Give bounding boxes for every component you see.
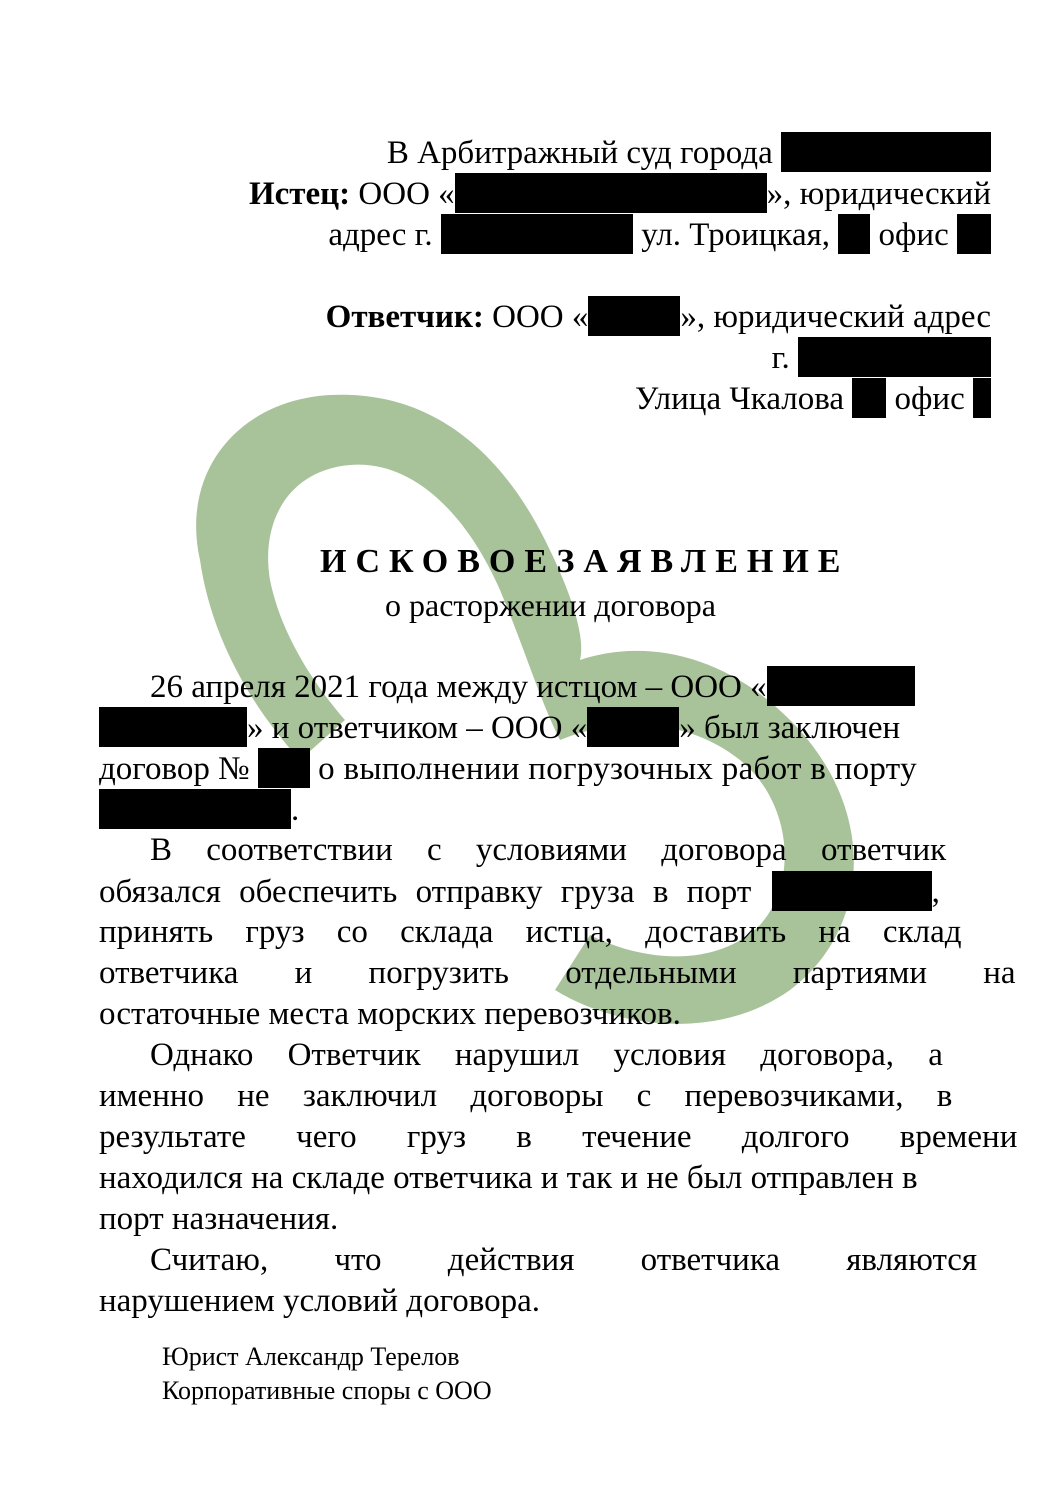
defendant-line	[326, 296, 991, 337]
defendant-office: офис	[894, 381, 965, 417]
p1-line1-text: 26 апреля 2021 года между истцом – ООО «	[150, 669, 767, 705]
document-title: ИСКОВОЕЗАЯВЛЕНИЕ	[320, 543, 850, 580]
defendant-city-line	[772, 337, 991, 378]
p1-line2-text-a: » и ответчиком – ООО «	[247, 710, 588, 746]
p1-line3-text-b: о выполнении погрузочных работ в порту	[318, 751, 917, 787]
plaintiff-tail: », юридический	[766, 176, 991, 212]
redaction-p1-defendant	[587, 707, 679, 747]
redaction-city	[781, 132, 991, 172]
p1-line2-text-b: » был заключен	[679, 710, 901, 746]
defendant-city: г.	[771, 340, 790, 376]
p2-line2-comma: ,	[931, 874, 940, 910]
p2-line5: остаточные места морских перевозчиков.	[99, 996, 681, 1032]
p4-line2: нарушением условий договора.	[99, 1283, 541, 1319]
plaintiff-address-line	[328, 214, 991, 255]
defendant-tail: », юридический адрес	[680, 299, 991, 335]
signature-line1: Юрист Александр Терелов	[162, 1342, 460, 1371]
p1-line3	[99, 748, 917, 790]
p1-line4	[99, 789, 299, 831]
p2-line1: В соответствии с условиями договора ответчик	[150, 832, 947, 868]
redaction-port-2	[772, 871, 932, 911]
plaintiff-label: Истец:	[248, 176, 351, 212]
redaction-plaintiff-house	[838, 214, 870, 254]
p1-line2-group	[99, 707, 900, 749]
defendant-label: Ответчик:	[325, 299, 484, 335]
p2-line3: принять груз со склада истца, доставить на склад	[99, 914, 962, 950]
defendant-street: Улица Чкалова	[635, 381, 845, 417]
p1-line4-text: .	[291, 792, 300, 828]
plaintiff-office: офис	[878, 217, 949, 253]
defendant-ooo: ООО «	[492, 299, 589, 335]
redaction-contract-number	[258, 748, 310, 788]
p2-line4: ответчика и погрузить отдельными партиями на	[99, 955, 1016, 991]
redaction-port	[99, 789, 291, 829]
redaction-defendant-city	[798, 337, 991, 377]
p2-line2	[99, 871, 940, 913]
p3-line4: находился на складе ответчика и так и не был отправлен в	[99, 1160, 918, 1196]
plaintiff-street: ул. Троицкая,	[641, 217, 831, 253]
defendant-street-line	[635, 378, 991, 419]
plaintiff-line	[249, 173, 991, 214]
redaction-p1-plaintiff-cont	[99, 707, 247, 747]
p2-line2-text: обязался обеспечить отправку груза в порт	[99, 874, 752, 910]
plaintiff-addr-prefix: адрес г.	[328, 217, 433, 253]
redaction-plaintiff-office	[957, 214, 991, 254]
p3-line3: результате чего груз в течение долгого времени	[99, 1119, 1018, 1155]
document-subtitle: о расторжении договора	[385, 587, 716, 623]
p1-line1	[150, 666, 915, 708]
redaction-defendant-house	[852, 378, 886, 418]
p3-line2: именно не заключил договоры с перевозчиками, в	[99, 1078, 953, 1114]
signature-line2: Корпоративные споры с ООО	[162, 1376, 492, 1405]
p1-line2	[99, 707, 991, 749]
redaction-plaintiff-name	[455, 173, 767, 213]
redaction-p1-plaintiff	[767, 666, 915, 706]
p4-line1: Считаю, что действия ответчика являются	[150, 1242, 978, 1278]
redaction-defendant-name	[588, 296, 680, 336]
redaction-plaintiff-city	[441, 214, 633, 254]
p3-line1: Однако Ответчик нарушил условия договора, а	[150, 1037, 943, 1073]
p3-line5: порт назначения.	[99, 1201, 339, 1237]
court-line	[387, 132, 991, 173]
p1-line3-text-a: договор №	[99, 751, 250, 787]
court-text: В Арбитражный суд города	[386, 135, 773, 171]
plaintiff-ooo: ООО «	[358, 176, 455, 212]
redaction-defendant-office	[973, 378, 991, 418]
